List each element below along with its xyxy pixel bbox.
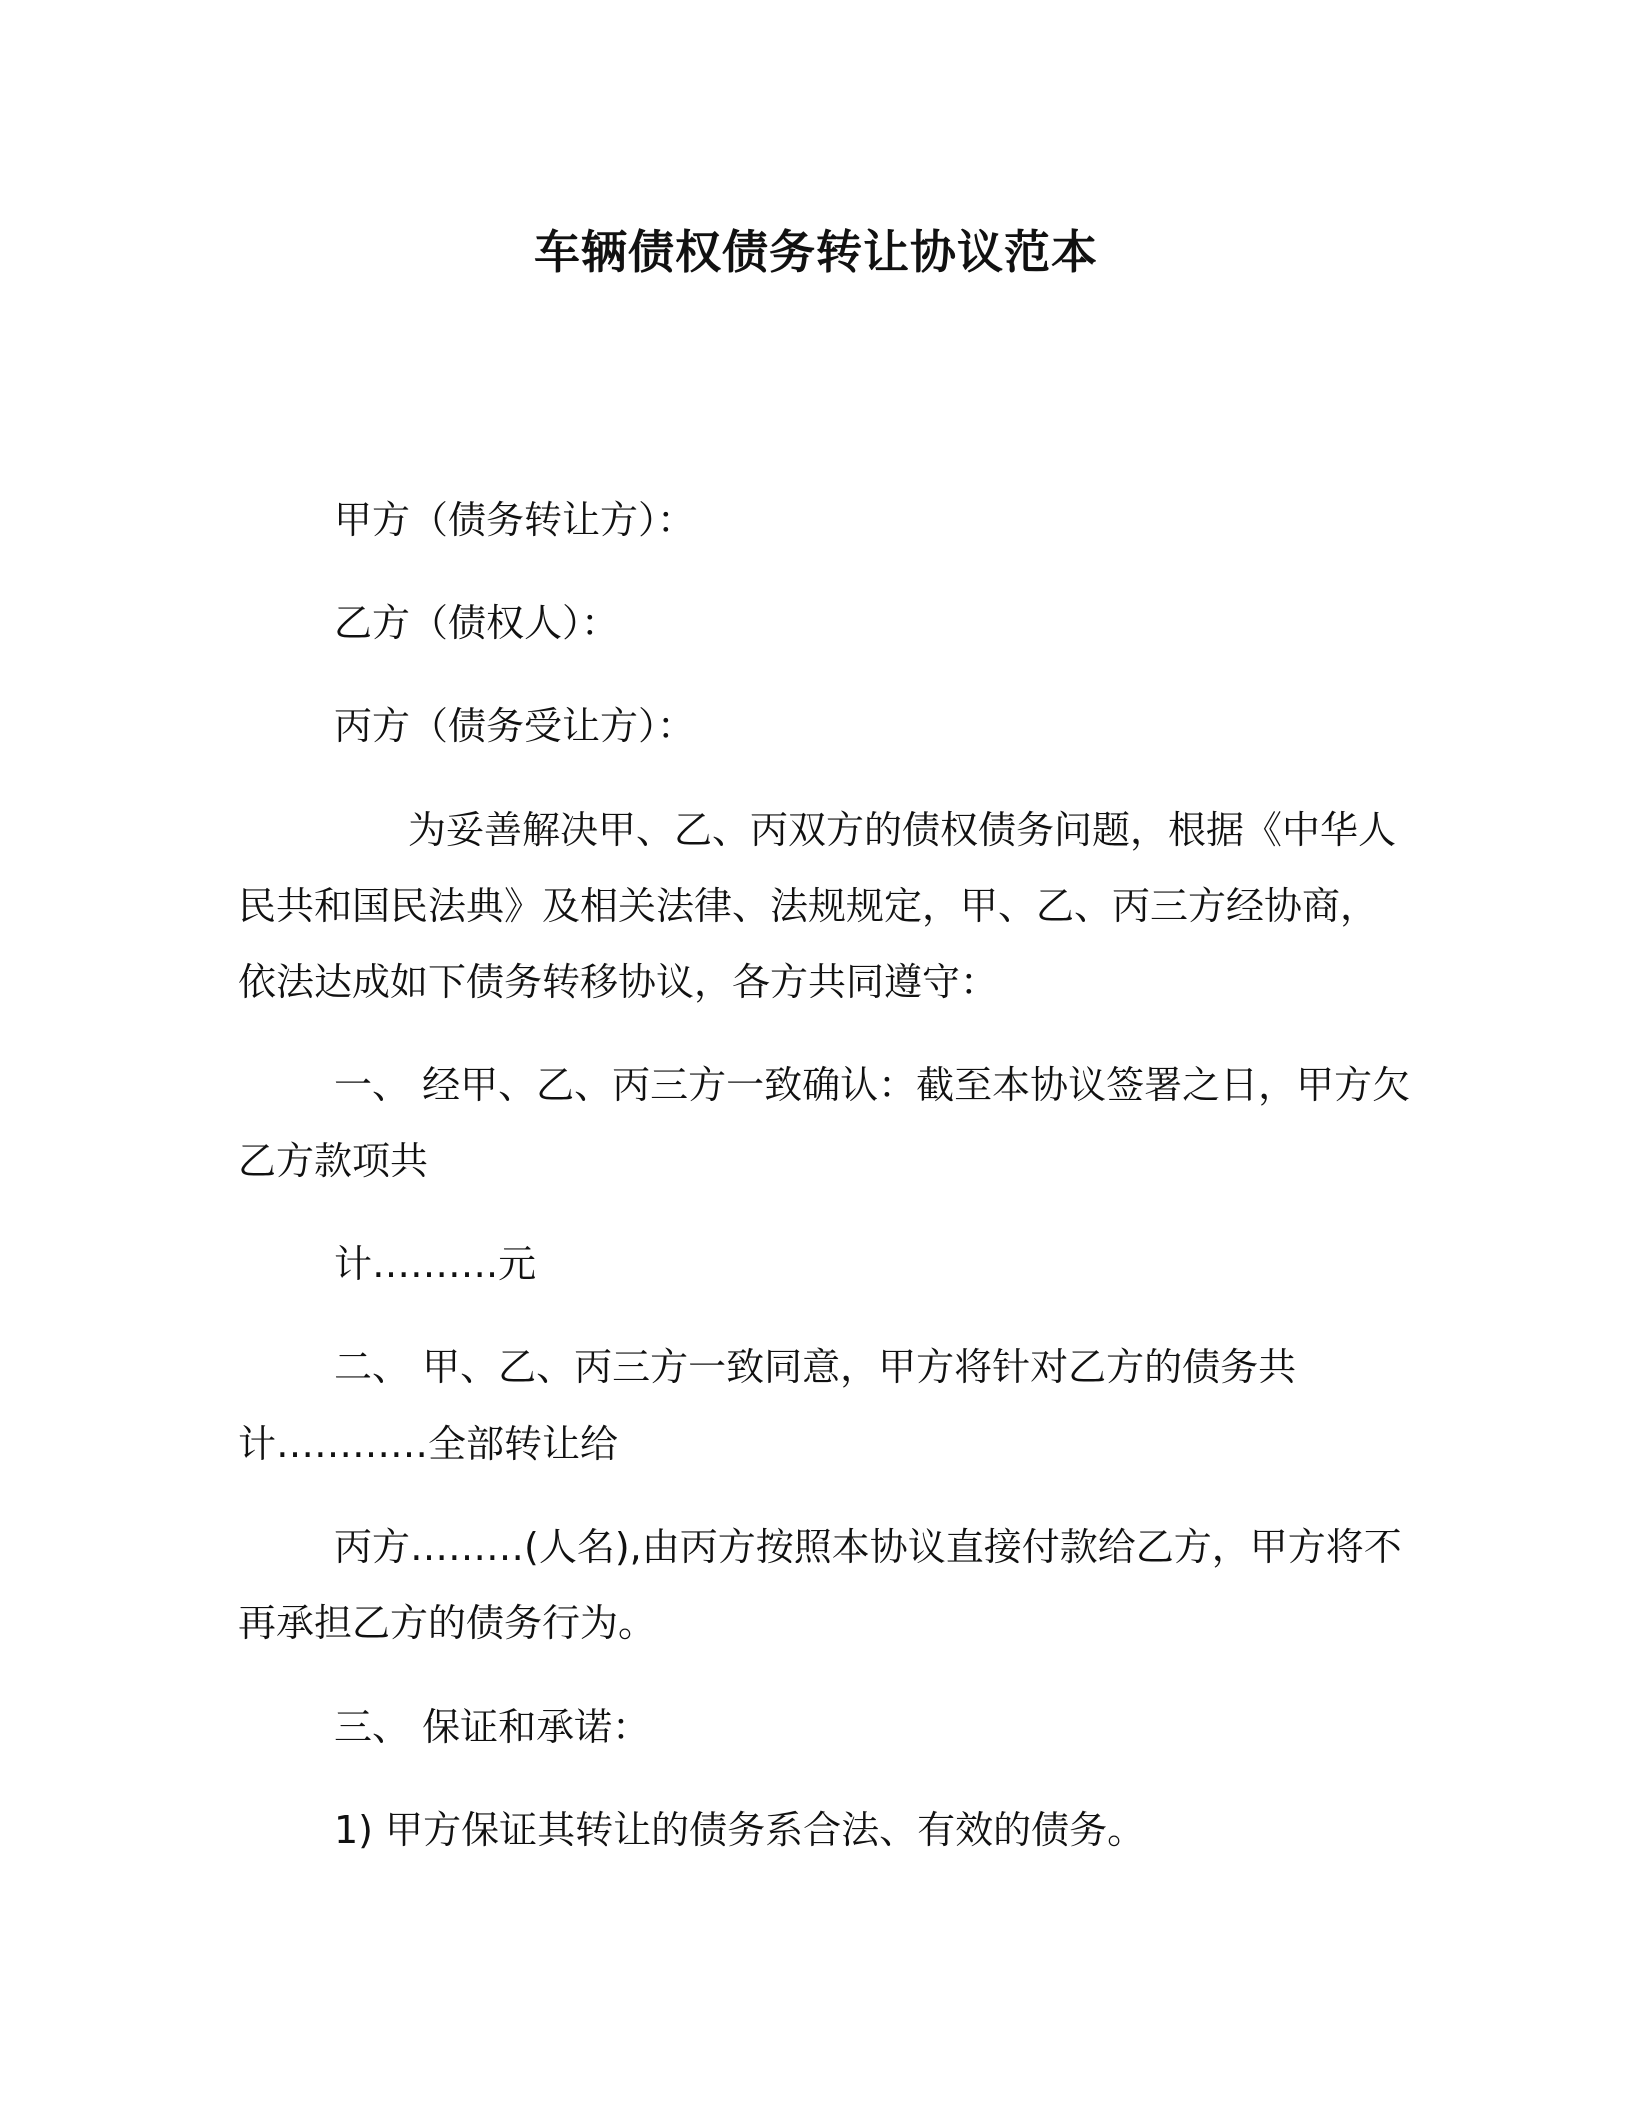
document-title: 车辆债权债务转让协议范本 — [534, 225, 1098, 279]
clause1-line-3: 计……….元 — [334, 1242, 537, 1286]
clause2-line-1: 二、 甲、乙、丙三方一致同意，甲方将针对乙方的债务共 — [334, 1345, 1297, 1389]
clause1-line-1: 一、 经甲、乙、丙三方一致确认：截至本协议签署之日，甲方欠 — [334, 1063, 1411, 1107]
preamble-line-2: 民共和国民法典》及相关法律、法规规定，甲、乙、丙三方经协商， — [238, 884, 1379, 928]
clause2-line-3: 丙方………(人名),由丙方按照本协议直接付款给乙方，甲方将不 — [334, 1525, 1402, 1569]
preamble-line-3: 依法达成如下债务转移协议，各方共同遵守： — [238, 960, 999, 1004]
clause3-item-1: 1) 甲方保证其转让的债务系合法、有效的债务。 — [334, 1808, 1146, 1852]
party-a-line: 甲方（债务转让方）： — [334, 498, 696, 542]
clause2-line-4: 再承担乙方的债务行为。 — [238, 1601, 657, 1645]
clause1-line-2: 乙方款项共 — [238, 1139, 429, 1183]
party-c-line: 丙方（债务受让方）： — [334, 704, 696, 748]
clause3-heading: 三、 保证和承诺： — [334, 1705, 651, 1749]
party-b-line: 乙方（债权人）： — [334, 601, 620, 645]
preamble-line-1: 为妥善解决甲、乙、丙双方的债权债务问题，根据《中华人 — [408, 808, 1397, 852]
clause2-line-2: 计…………全部转让给 — [238, 1422, 619, 1466]
